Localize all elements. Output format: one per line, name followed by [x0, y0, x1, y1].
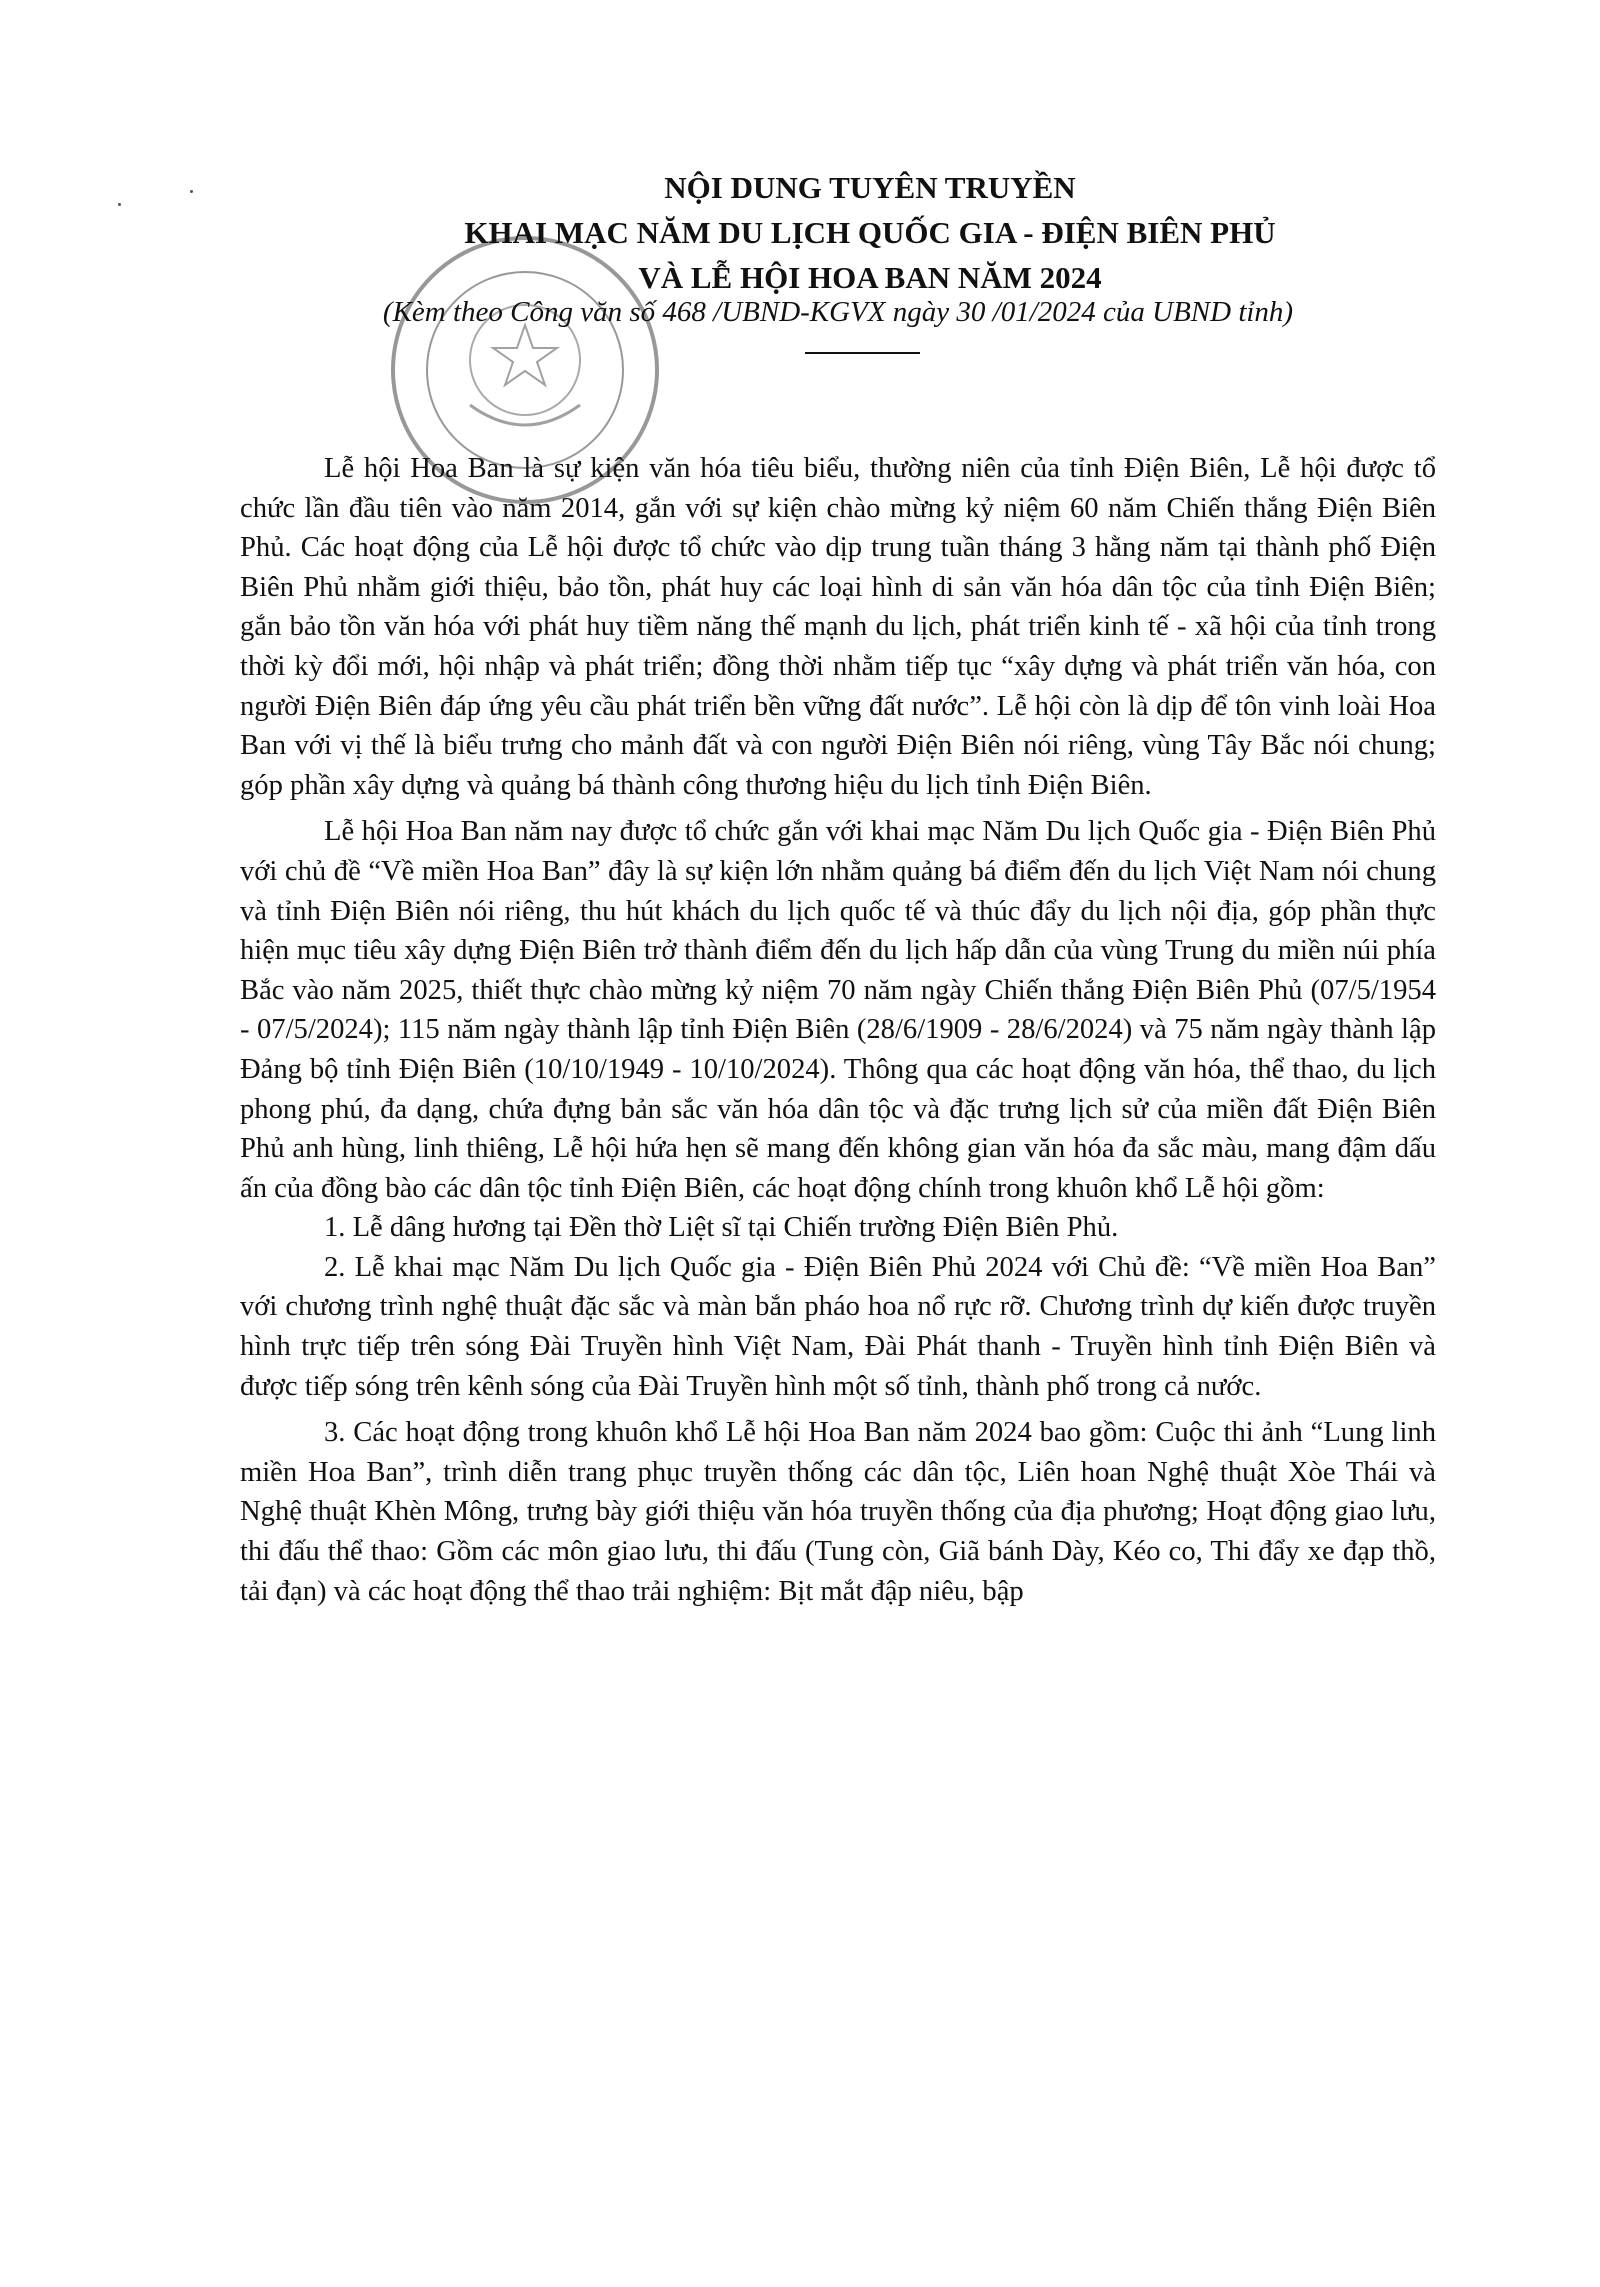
list-item: 2. Lễ khai mạc Năm Du lịch Quốc gia - Điện Biên Phủ 2024 với Chủ đề: “Về miền Hoa Ban” với chương trình nghệ thuật đặc sắc và màn bắn pháo hoa nổ rực rỡ. Chương trình dự kiến được truyền hình trực tiếp trên sóng Đài Truyền hình Việt Nam, Đài Phát thanh - Truyền hình tỉnh Điện Biên và được tiếp sóng trên kênh sóng của Đài Truyền hình một số tỉnh, thành phố trong cả nước.: [240, 1251, 1436, 1402]
document-body: [240, 449, 1436, 1618]
title-line: NỘI DUNG TUYÊN TRUYỀN: [664, 170, 1076, 205]
title-line: KHAI MẠC NĂM DU LỊCH QUỐC GIA - ĐIỆN BIÊN PHỦ: [464, 215, 1276, 250]
title-line: VÀ LỄ HỘI HOA BAN NĂM 2024: [638, 260, 1102, 295]
paragraph: Lễ hội Hoa Ban là sự kiện văn hóa tiêu biểu, thường niên của tỉnh Điện Biên, Lễ hội được tổ chức lần đầu tiên vào năm 2014, gắn với sự kiện chào mừng kỷ niệm 60 năm Chiến thắng Điện Biên Phủ. Các hoạt động của Lễ hội được tổ chức vào dịp trung tuần tháng 3 hằng năm tại thành phố Điện Biên Phủ nhằm giới thiệu, bảo tồn, phát huy các loại hình di sản văn hóa dân tộc của tỉnh Điện Biên; gắn bảo tồn văn hóa với phát huy tiềm năng thế mạnh du lịch, phát triển kinh tế - xã hội của tỉnh trong thời kỳ đổi mới, hội nhập và phát triển; đồng thời nhằm tiếp tục “xây dựng và phát triển văn hóa, con người Điện Biên đáp ứng yêu cầu phát triển bền vững đất nước”. Lễ hội còn là dịp để tôn vinh loài Hoa Ban với vị thế là biểu trưng cho mảnh đất và con người Điện Biên nói riêng, vùng Tây Bắc nói chung; góp phần xây dựng và quảng bá thành công thương hiệu du lịch tỉnh Điện Biên.: [240, 453, 1436, 801]
paragraph: Lễ hội Hoa Ban năm nay được tổ chức gắn với khai mạc Năm Du lịch Quốc gia - Điện Biên Phủ với chủ đề “Về miền Hoa Ban” đây là sự kiện lớn nhằm quảng bá điểm đến du lịch Việt Nam nói chung và tỉnh Điện Biên nói riêng, thu hút khách du lịch quốc tế và thúc đẩy du lịch nội địa, góp phần thực hiện mục tiêu xây dựng Điện Biên trở thành điểm đến du lịch hấp dẫn của vùng Trung du miền núi phía Bắc vào năm 2025, thiết thực chào mừng kỷ niệm 70 năm ngày Chiến thắng Điện Biên Phủ (07/5/1954 - 07/5/2024); 115 năm ngày thành lập tỉnh Điện Biên (28/6/1909 - 28/6/2024) và 75 năm ngày thành lập Đảng bộ tỉnh Điện Biên (10/10/1949 - 10/10/2024). Thông qua các hoạt động văn hóa, thể thao, du lịch phong phú, đa dạng, chứa đựng bản sắc văn hóa dân tộc và đặc trưng lịch sử của miền đất Điện Biên Phủ anh hùng, linh thiêng, Lễ hội hứa hẹn sẽ mang đến không gian văn hóa đa sắc màu, mang đậm dấu ấn của đồng bào các dân tộc tỉnh Điện Biên, các hoạt động chính trong khuôn khổ Lễ hội gồm:: [240, 816, 1436, 1204]
list-item: 3. Các hoạt động trong khuôn khổ Lễ hội Hoa Ban năm 2024 bao gồm: Cuộc thi ảnh “Lung linh miền Hoa Ban”, trình diễn trang phục truyền thống các dân tộc, Liên hoan Nghệ thuật Xòe Thái và Nghệ thuật Khèn Mông, trưng bày giới thiệu văn hóa truyền thống của địa phương; Hoạt động giao lưu, thi đấu thể thao: Gồm các môn giao lưu, thi đấu (Tung còn, Giã bánh Dày, Kéo co, Thi đẩy xe đạp thồ, tải đạn) và các hoạt động thể thao trải nghiệm: Bịt mắt đập niêu, bập: [240, 1417, 1436, 1607]
document-title: [0, 165, 1600, 300]
document-reference: (Kèm theo Công văn số 468 /UBND-KGVX ngày 30 /01/2024 của UBND tỉnh): [382, 296, 1294, 328]
list-item: 1. Lễ dâng hương tại Đền thờ Liệt sĩ tại Chiến trường Điện Biên Phủ.: [324, 1212, 1119, 1244]
title-divider: [805, 352, 920, 354]
